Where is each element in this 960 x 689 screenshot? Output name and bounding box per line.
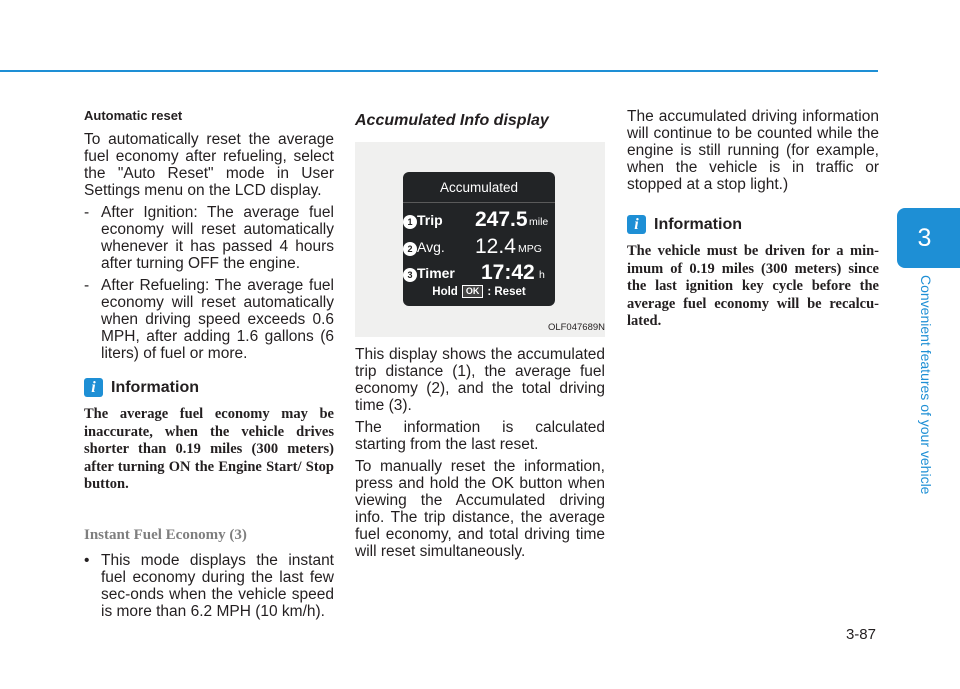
- chapter-number: 3: [917, 223, 932, 252]
- chapter-title: Convenient features of your vehicle: [918, 275, 934, 495]
- dash-marker: -: [84, 204, 90, 221]
- row-label: Timer: [417, 265, 455, 281]
- list-item: [84, 204, 334, 272]
- screen-title: Accumulated: [403, 172, 555, 203]
- info-title: Information: [111, 378, 199, 396]
- timer-row: [407, 261, 551, 287]
- dash-marker: -: [84, 277, 90, 294]
- row-unit: h: [539, 269, 545, 281]
- list-item-text: This mode displays the instant fuel economy during the last few sec-onds when the vehicle speed is more than 6.2 MPH (10 km/h).: [101, 551, 334, 620]
- ok-button-glyph: OK: [462, 285, 484, 298]
- column-3: [627, 108, 879, 331]
- figure-code: OLF047689N: [547, 322, 605, 333]
- list-item: [84, 552, 334, 620]
- column-2: [355, 108, 605, 560]
- info-icon: i: [84, 378, 103, 397]
- list-item-text: After Refueling: The average fuel economy will reset automatically when driving speed exceeds 0.6 MPH, after adding 1.6 gallons (6 liters) of fuel or more.: [101, 277, 334, 362]
- accumulated-display-figure: [355, 142, 605, 337]
- auto-reset-text: To automatically reset the average fuel economy after refueling, select the "Auto Reset" mode in User Settings menu on the LCD display.: [84, 131, 334, 199]
- info-icon: i: [627, 215, 646, 234]
- hold-label: Hold: [432, 285, 458, 298]
- paragraph: To manually reset the information, press and hold the OK button when viewing the Accumulated driving info. The trip distance, the average fuel economy, and total driving time will reset simultaneously.: [355, 458, 605, 560]
- list-item-text: After Ignition: The average fuel economy will reset automatically whenever it has passed 4 hours after turning OFF the engine.: [101, 204, 334, 272]
- instant-fuel-heading: Instant Fuel Economy (3): [84, 526, 247, 543]
- info-heading: [84, 378, 334, 397]
- auto-reset-label: Automatic reset: [84, 108, 183, 123]
- avg-row: [407, 235, 551, 261]
- row-unit: mile: [529, 216, 549, 228]
- paragraph: This display shows the accumulated trip distance (1), the average fuel economy (2), and the total driving time (3).: [355, 346, 605, 414]
- row-unit: MPG: [518, 243, 542, 255]
- trip-row: [407, 208, 551, 234]
- paragraph: The information is calculated starting from the last reset.: [355, 419, 605, 453]
- header-rule: [0, 70, 878, 72]
- row-label: Trip: [417, 212, 443, 228]
- page-number: 3-87: [845, 626, 876, 643]
- callout-number: 2: [403, 242, 417, 256]
- info-heading: [627, 215, 879, 234]
- callout-number: 3: [403, 268, 417, 282]
- row-value: 247.5: [475, 208, 528, 231]
- callout-number: 1: [403, 215, 417, 229]
- row-value: 12.4: [475, 235, 516, 258]
- paragraph: The accumulated driving information will continue to be counted while the engine is still running (for example, when the vehicle is in traffic or stopped at a stop light.): [627, 108, 879, 193]
- chapter-tab: [897, 208, 960, 268]
- bullet-marker: •: [84, 551, 90, 569]
- row-label: Avg.: [417, 239, 445, 255]
- info-title: Information: [654, 215, 742, 233]
- info-text: The vehicle must be driven for a min-imum of 0.19 miles (300 meters) since the last ignition key cycle before the average fuel economy will be recalcu-lated.: [627, 243, 879, 329]
- reset-label: : Reset: [487, 285, 526, 298]
- section-title: Accumulated Info display: [355, 112, 549, 129]
- info-text: The average fuel economy may be inaccurate, when the vehicle drives shorter than 0.19 miles (300 meters) after turning ON the Engine Start/ Stop button.: [84, 406, 334, 492]
- lcd-screen: [403, 172, 555, 306]
- screen-footer: [403, 285, 555, 298]
- column-1: [84, 108, 334, 620]
- list-item: [84, 277, 334, 362]
- row-value: 17:42: [481, 261, 535, 284]
